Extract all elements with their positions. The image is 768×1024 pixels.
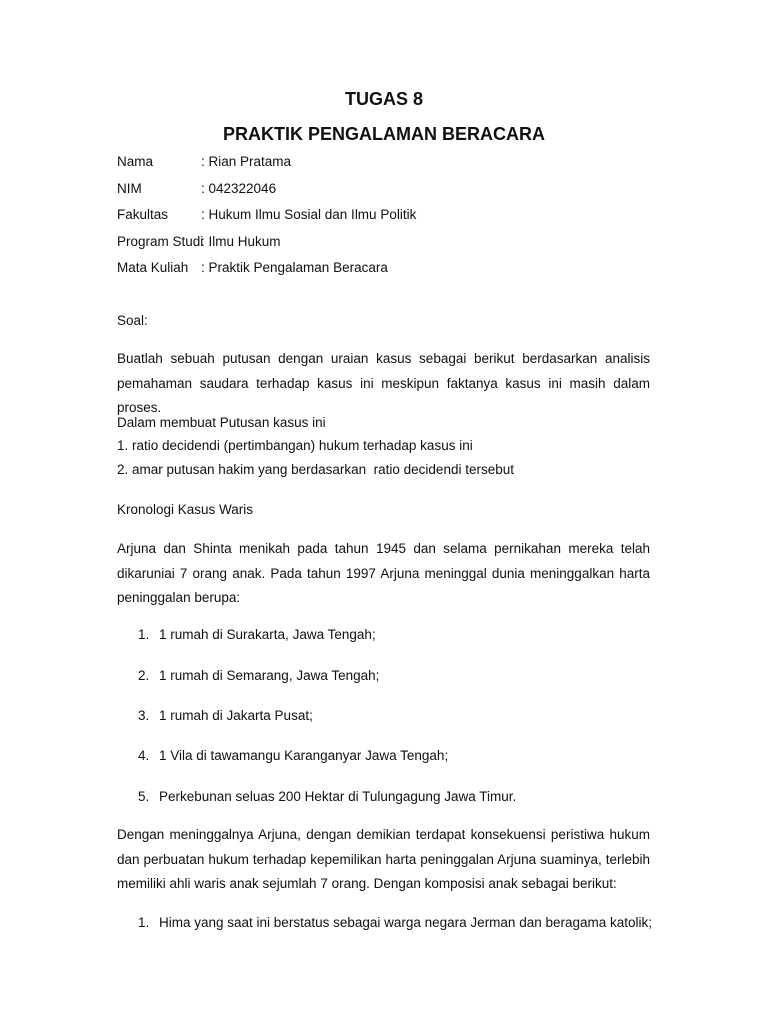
list-text: 1 Vila di tawamangu Karanganyar Jawa Tengah; bbox=[159, 748, 449, 763]
soal-heading: Soal: bbox=[117, 313, 148, 328]
asset-list-item bbox=[138, 746, 448, 766]
soal-paragraph: Buatlah sebuah putusan dengan uraian kasus sebagai berikut berdasarkan analisis pemahaman saudara terhadap kasus ini meskipun faktanya kasus ini masih dalam proses. bbox=[117, 351, 650, 415]
identity-row-fakultas bbox=[117, 205, 657, 232]
list-text: Hima yang saat ini berstatus sebagai warga negara Jerman dan beragama katolik; bbox=[159, 915, 653, 930]
document-title: TUGAS 8 bbox=[344, 89, 423, 109]
kronologi-paragraph: Arjuna dan Shinta menikah pada tahun 1945 dan selama pernikahan mereka telah dikaruniai 7 orang anak. Pada tahun 1997 Arjuna meninggal dunia meninggalkan harta peninggalan berupa: bbox=[117, 541, 650, 605]
identity-label: Program Studi bbox=[117, 233, 204, 249]
kronologi-heading: Kronologi Kasus Waris bbox=[117, 502, 254, 517]
consequence-paragraph: Dengan meninggalnya Arjuna, dengan demikian terdapat konsekuensi peristiwa hukum dan perbuatan hukum terhadap kepemilikan harta peninggalan Arjuna suaminya, terlebih memiliki ahli waris anak sejumlah 7 orang. Dengan komposisi anak sebagai berikut: bbox=[117, 827, 650, 891]
identity-value: : 042322046 bbox=[201, 180, 277, 196]
identity-value: : Rian Pratama bbox=[201, 154, 292, 169]
identity-label: Nama bbox=[117, 154, 154, 169]
identity-row-nim bbox=[117, 179, 657, 206]
instruction-item-1: 1. ratio decidendi (pertimbangan) hukum terhadap kasus ini bbox=[117, 438, 473, 453]
identity-label: Fakultas bbox=[117, 207, 169, 222]
instruction-item-2: 2. amar putusan hakim yang berdasarkan ratio decidendi tersebut bbox=[117, 462, 514, 477]
list-number: 2. bbox=[138, 668, 150, 683]
identity-block bbox=[117, 152, 657, 285]
list-number: 4. bbox=[138, 748, 150, 763]
identity-row-mata-kuliah bbox=[117, 258, 657, 285]
list-number: 5. bbox=[138, 789, 150, 804]
identity-value: : Praktik Pengalaman Beracara bbox=[201, 260, 388, 275]
identity-label: Mata Kuliah bbox=[117, 260, 189, 275]
child-list-item bbox=[138, 913, 652, 933]
list-number: 3. bbox=[138, 708, 150, 723]
list-number: 1. bbox=[138, 915, 150, 930]
identity-value: : Hukum Ilmu Sosial dan Ilmu Politik bbox=[201, 207, 417, 222]
identity-label: NIM bbox=[117, 180, 142, 196]
list-text: Perkebunan seluas 200 Hektar di Tulungagung Jawa Timur. bbox=[159, 789, 517, 804]
list-text: 1 rumah di Semarang, Jawa Tengah; bbox=[159, 668, 380, 683]
identity-value: : Ilmu Hukum bbox=[201, 233, 281, 249]
instruction-intro: Dalam membuat Putusan kasus ini bbox=[117, 415, 326, 430]
asset-list-item bbox=[138, 666, 379, 686]
list-number: 1. bbox=[138, 627, 150, 642]
document-subtitle: PRAKTIK PENGALAMAN BERACARA bbox=[223, 124, 545, 144]
list-text: 1 rumah di Jakarta Pusat; bbox=[159, 708, 313, 723]
asset-list-item bbox=[138, 787, 516, 807]
asset-list-item bbox=[138, 625, 376, 645]
identity-row-program-studi bbox=[117, 232, 657, 259]
asset-list-item bbox=[138, 706, 313, 726]
list-text: 1 rumah di Surakarta, Jawa Tengah; bbox=[159, 627, 376, 642]
identity-row-nama bbox=[117, 152, 657, 179]
